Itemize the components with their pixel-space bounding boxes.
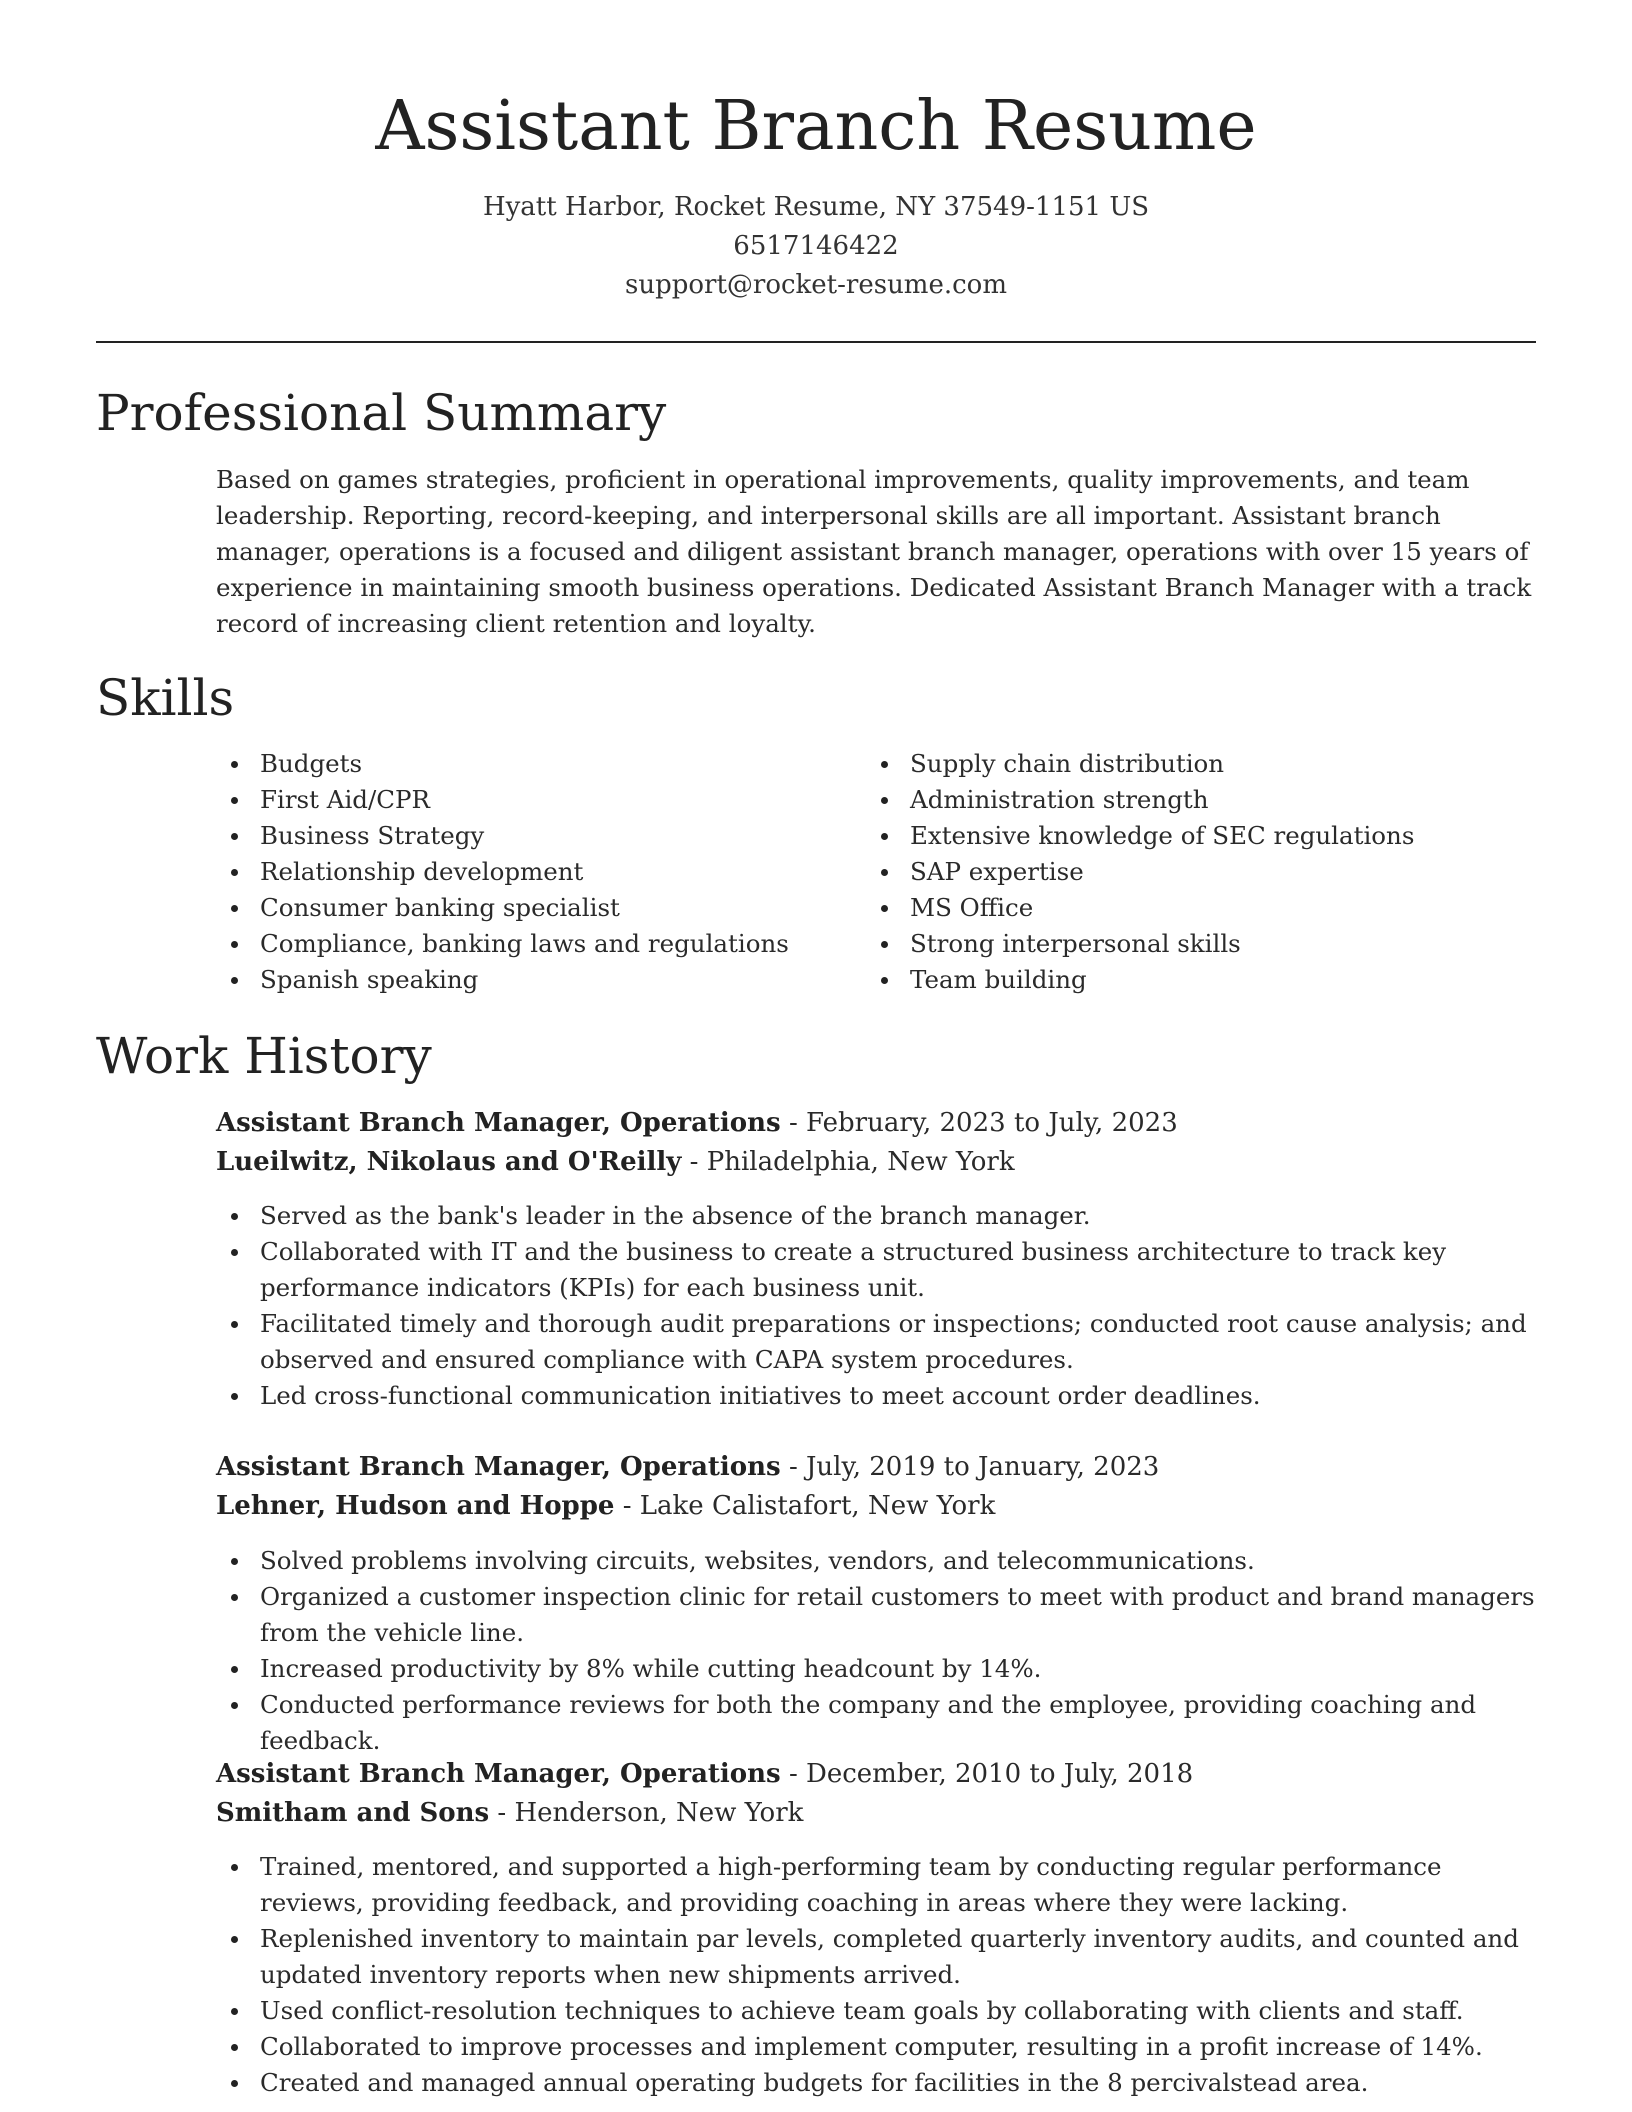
job-bullet: Replenished inventory to maintain par levels, completed quarterly inventory audits, and counted and updated inventory reports when new shipments arrived. [216,1921,1548,1993]
job-company: Lueilwitz, Nikolaus and O'Reilly [216,1147,682,1177]
header-divider [96,341,1536,343]
skill-item: Team building [866,962,1506,998]
skill-item: Business Strategy [216,818,856,854]
job-company-line [216,1143,1546,1182]
skill-item: Relationship development [216,854,856,890]
job-bullet: Organized a customer inspection clinic for retail customers to meet with product and brand managers from the vehicle line. [216,1579,1548,1651]
work-history-heading: Work History [96,1027,432,1085]
job-header [216,1104,1546,1182]
job-bullet: Solved problems involving circuits, websites, vendors, and telecommunications. [216,1543,1548,1579]
job-title-line [216,1755,1546,1794]
skill-item: Compliance, banking laws and regulations [216,926,856,962]
skill-item: Supply chain distribution [866,746,1506,782]
skill-item: Spanish speaking [216,962,856,998]
skill-item: First Aid/CPR [216,782,856,818]
job-bullet: Collaborated with IT and the business to create a structured business architecture to track key performance indicators (KPIs) for each business unit. [216,1234,1548,1306]
contact-block [96,188,1536,305]
job-bullet: Served as the bank's leader in the absence of the branch manager. [216,1198,1548,1234]
resume-header [96,82,1536,305]
job-role: Assistant Branch Manager, Operations [216,1452,781,1482]
skill-item: SAP expertise [866,854,1506,890]
skill-item: MS Office [866,890,1506,926]
job-header [216,1755,1546,1833]
job-bullet: Trained, mentored, and supported a high-performing team by conducting regular performance reviews, providing feedback, and providing coaching in areas where they were lacking. [216,1849,1548,1921]
skill-item: Administration strength [866,782,1506,818]
summary-heading: Professional Summary [96,384,667,442]
job-location: - Henderson, New York [489,1798,804,1828]
contact-email: support@rocket-resume.com [624,270,1007,300]
job-header [216,1448,1546,1526]
skills-heading: Skills [96,669,235,727]
skill-item: Consumer banking specialist [216,890,856,926]
skills-list-left [216,746,856,998]
skills-list-right [866,746,1506,998]
job-bullet: Facilitated timely and thorough audit preparations or inspections; conducted root cause analysis; and observed and ensured compliance with CAPA system procedures. [216,1306,1548,1378]
job-title-line [216,1104,1546,1143]
skill-item: Budgets [216,746,856,782]
job-dates: - February, 2023 to July, 2023 [780,1108,1178,1138]
job-role: Assistant Branch Manager, Operations [216,1108,781,1138]
job-bullet-list [216,1849,1548,2101]
job-location: - Lake Calistafort, New York [614,1491,996,1521]
job-bullet-list [216,1198,1548,1414]
job-bullet: Increased productivity by 8% while cutting headcount by 14%. [216,1651,1548,1687]
resume-title: Assistant Branch Resume [375,87,1257,166]
job-company-line [216,1794,1546,1833]
job-bullet: Collaborated to improve processes and implement computer, resulting in a profit increase of 14%. [216,2029,1548,2065]
job-bullet: Created and managed annual operating budgets for facilities in the 8 percivalstead area. [216,2065,1548,2101]
skill-item: Extensive knowledge of SEC regulations [866,818,1506,854]
summary-text: Based on games strategies, proficient in operational improvements, quality improvements, and team leadership. Reporting, record-keeping, and interpersonal skills are all important. Assistant branch manager, operations is a focused and diligent assistant branch manager, operations with over 15 years of experience in maintaining smooth business operations. Dedicated Assistant Branch Manager with a track record of increasing client retention and loyalty. [216,465,1532,638]
job-title-line [216,1448,1546,1487]
skill-item: Strong interpersonal skills [866,926,1506,962]
job-company: Smitham and Sons [216,1798,490,1828]
job-location: - Philadelphia, New York [681,1147,1015,1177]
job-bullet-list [216,1543,1548,1759]
job-company-line [216,1487,1546,1526]
contact-phone: 6517146422 [733,231,899,261]
job-bullet: Conducted performance reviews for both the company and the employee, providing coaching and feedback. [216,1687,1548,1759]
job-dates: - July, 2019 to January, 2023 [780,1452,1160,1482]
job-bullet: Led cross-functional communication initiatives to meet account order deadlines. [216,1378,1548,1414]
contact-address: Hyatt Harbor, Rocket Resume, NY 37549-1151 US [482,192,1150,222]
job-company: Lehner, Hudson and Hoppe [216,1491,615,1521]
job-role: Assistant Branch Manager, Operations [216,1759,781,1789]
job-bullet: Used conflict-resolution techniques to achieve team goals by collaborating with clients and staff. [216,1993,1548,2029]
job-dates: - December, 2010 to July, 2018 [780,1759,1194,1789]
